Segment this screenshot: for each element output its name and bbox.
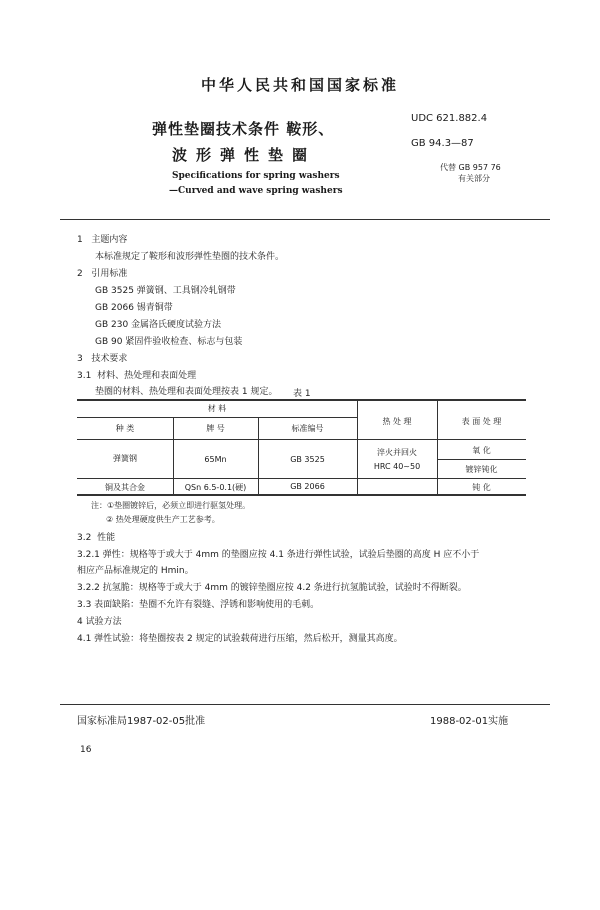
section-3-2-heading: 3.2 性能 bbox=[77, 533, 116, 543]
table-cell-surface-2: 镀锌钝化 bbox=[465, 465, 498, 474]
title-en-line2: —Curved and wave spring washers bbox=[169, 186, 343, 196]
table-note-2: ② 热处理硬度供生产工艺参考。 bbox=[106, 515, 220, 524]
section-1-heading: 1 主题内容 bbox=[77, 235, 128, 245]
table-cell-heat-line2: HRC 40~50 bbox=[373, 462, 421, 471]
footer-divider bbox=[60, 704, 550, 705]
table-cell-grade: QSn 6.5-0.1(硬) bbox=[184, 483, 247, 492]
table-caption: 表 1 bbox=[293, 389, 311, 399]
section-3-heading: 3 技术要求 bbox=[77, 354, 128, 364]
table-cell-std: GB 2066 bbox=[290, 482, 325, 491]
ref-gb2066: GB 2066 锡青铜带 bbox=[95, 303, 173, 313]
table-note-1: 注：①垫圈镀锌后，必须立即进行驱氢处理。 bbox=[91, 501, 251, 510]
table-header-material: 材 料 bbox=[207, 404, 227, 413]
table-cell-heat-line1: 淬火并回火 bbox=[377, 448, 417, 457]
section-2-heading: 2 引用标准 bbox=[77, 269, 128, 279]
table-header-surface: 表 面 处 理 bbox=[461, 417, 502, 426]
replaces-line2: 有关部分 bbox=[458, 174, 490, 183]
effective-date: 1988-02-01实施 bbox=[430, 716, 509, 727]
header-divider bbox=[60, 219, 550, 220]
section-3-1-text: 垫圈的材料、热处理和表面处理按表 1 规定。 bbox=[95, 387, 278, 397]
title-en-line1: Specifications for spring washers bbox=[172, 171, 340, 181]
table-cell-surface-1: 钝 化 bbox=[472, 483, 491, 492]
standard-title: 中华人民共和国国家标准 bbox=[200, 76, 399, 94]
table-1 bbox=[77, 399, 526, 495]
table-header-heat: 热 处 理 bbox=[382, 417, 412, 426]
ref-gb3525: GB 3525 弹簧钢、工具钢冷轧钢带 bbox=[95, 286, 236, 296]
table-header-kind: 种 类 bbox=[115, 424, 135, 433]
approval-date: 国家标准局1987-02-05批准 bbox=[77, 716, 206, 727]
table-cell-std: GB 3525 bbox=[290, 455, 325, 464]
section-3-2-1-text: 3.2.1 弹性：规格等于或大于 4mm 的垫圈应按 4.1 条进行弹性试验，试验后垫圈的高度 H 应不小于 bbox=[77, 550, 480, 560]
section-4-1-text: 4.1 弹性试验：将垫圈按表 2 规定的试验载荷进行压缩，然后松开，测量其高度。 bbox=[77, 634, 403, 644]
table-cell-grade: 65Mn bbox=[204, 455, 227, 464]
replaces-line1: 代替 GB 957 76 bbox=[440, 163, 501, 172]
table-cell-surface-1: 氧 化 bbox=[472, 446, 491, 455]
section-3-2-2-text: 3.2.2 抗氢脆：规格等于或大于 4mm 的镀锌垫圈应按 4.2 条进行抗氢脆试验，试验时不得断裂。 bbox=[77, 583, 467, 593]
table-cell-kind: 铜及其合金 bbox=[105, 483, 145, 492]
section-3-2-1-cont: 相应产品标准规定的 Hmin。 bbox=[77, 566, 194, 576]
table-cell-kind: 弹簧钢 bbox=[113, 454, 137, 463]
section-1-text: 本标准规定了鞍形和波形弹性垫圈的技术条件。 bbox=[95, 252, 285, 262]
section-3-3-text: 3.3 表面缺陷：垫圈不允许有裂缝、浮锈和影响使用的毛刺。 bbox=[77, 600, 320, 610]
ref-gb90: GB 90 紧固件验收检查、标志与包装 bbox=[95, 337, 243, 347]
title-zh-line2: 波形弹性垫圈 bbox=[172, 146, 317, 164]
udc-number: UDC 621.882.4 bbox=[411, 113, 488, 124]
section-3-1-heading: 3.1 材料、热处理和表面处理 bbox=[77, 371, 197, 381]
section-4-heading: 4 试验方法 bbox=[77, 617, 122, 627]
table-header-grade: 牌 号 bbox=[206, 424, 225, 433]
page-number: 16 bbox=[80, 745, 92, 755]
ref-gb230: GB 230 金属洛氏硬度试验方法 bbox=[95, 320, 222, 330]
title-zh-line1: 弹性垫圈技术条件 鞍形、 bbox=[152, 120, 335, 138]
gb-number: GB 94.3—87 bbox=[411, 138, 474, 149]
table-header-std: 标准编号 bbox=[291, 424, 324, 433]
